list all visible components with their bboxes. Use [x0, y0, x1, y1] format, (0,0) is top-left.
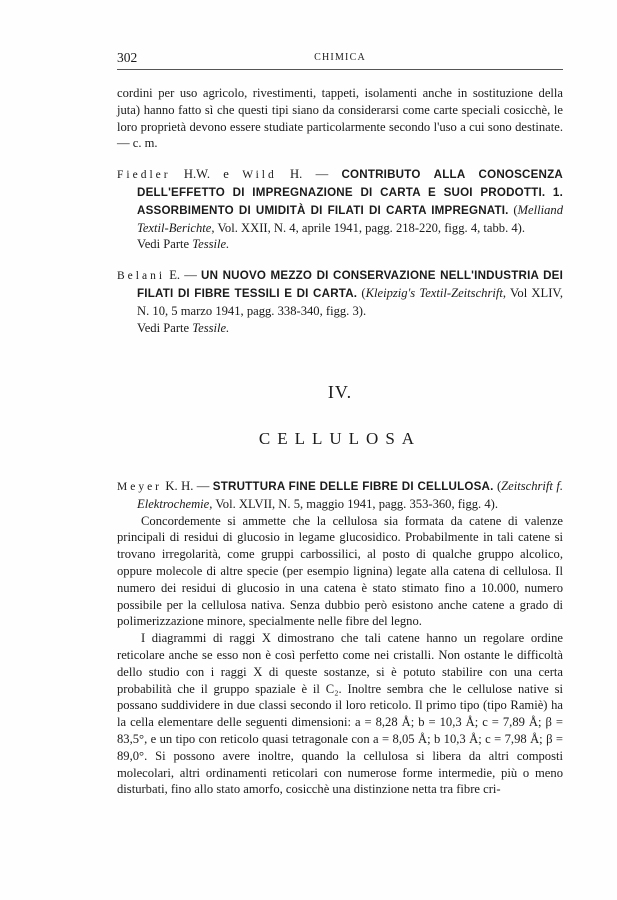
body-paragraph-1: Concordemente si ammette che la cellulosa sia formata da catene di valenze principali di residui di glucosio in legame glucosidico. Probabilmente in tali catene si trovano irregolarità, come gruppi carbossilici, al posto di qualche gruppo alcolico, oppure molecole di altre specie (per esempio lignina) legate alla catena di cellulosa. Il numero dei residui di glucosio in una catena è stato stimato fino a 10.000, numero possibile per la cellulosa nativa. Senza dubbio però esistono anche catene a grado di polimerizzazione minore, specialmente nelle fibre del legno.: [117, 513, 563, 629]
header-rule: [117, 69, 563, 70]
cross-reference: Vedi Parte Tessile.: [137, 320, 230, 335]
entry-title: CONTRIBUTO ALLA CONOSCENZA DELL'EFFETTO DI IMPREGNAZIONE DI CARTA E SUOI PRODOTTI. 1. ASSORBIMENTO DI UMIDITÀ DI FILATI DI CARTA IMPREGNATI.: [137, 168, 563, 217]
page-body: [117, 85, 563, 798]
journal-name: Zeitschrift f. Elektrochemie: [137, 478, 564, 511]
bibliography-entry-2: Belani E. — UN NUOVO MEZZO DI CONSERVAZIONE NELL'INDUSTRIA DEI FILATI DI FIBRE TESSILI E DI CARTA. (Kleipzig's Textil-Zeitschrift, Vol XLIV, N. 10, 5 marzo 1941, pagg. 338-340, figg. 3). Vedi Parte Tessile.: [117, 268, 564, 335]
intro-paragraph: cordini per uso agricolo, rivestimenti, tappeti, isolamenti anche in sostituzione della juta) hanno fatto sì che questi tipi siano da considerarsi come carte speciali cosicchè, le loro proprietà devono essere studiate particolarmente secondo l'uso a cui sono destinate. — c. m.: [117, 86, 563, 151]
author-name: Wild: [242, 169, 277, 182]
page-number: 302: [117, 50, 138, 65]
cross-reference: Vedi Parte Tessile.: [137, 237, 230, 252]
section-number: IV.: [327, 382, 353, 403]
entry-reference: , Vol XLIV, N. 10, 5 marzo 1941, pagg. 338-340, figg. 3).: [137, 285, 564, 318]
running-title: CHIMICA: [314, 52, 366, 63]
entry-title: UN NUOVO MEZZO DI CONSERVAZIONE NELL'INDUSTRIA DEI FILATI DI FIBRE TESSILI E DI CARTA.: [137, 269, 564, 300]
entry-reference: , Vol. XXII, N. 4, aprile 1941, pagg. 218-220, figg. 4, tabb. 4).: [211, 220, 526, 235]
author-name: Fiedler: [117, 169, 171, 182]
journal-name: Kleipzig's Textil-Zeitschrift: [365, 285, 503, 300]
section-title: CELLULOSA: [258, 429, 422, 449]
author-name: Belani: [117, 270, 166, 283]
bibliography-entry-1: Fiedler H.W. e Wild H. — CONTRIBUTO ALLA CONOSCENZA DELL'EFFETTO DI IMPREGNAZIONE DI CARTA E SUOI PRODOTTI. 1. ASSORBIMENTO DI UMIDITÀ DI FILATI DI CARTA IMPREGNATI. (Melliand Textil-Berichte, Vol. XXII, N. 4, aprile 1941, pagg. 218-220, figg. 4, tabb. 4). Vedi Parte Tessile.: [117, 167, 564, 252]
entry-reference: , Vol. XLVII, N. 5, maggio 1941, pagg. 353-360, figg. 4).: [209, 496, 498, 511]
bibliography-entry-3: Meyer K. H. — STRUTTURA FINE DELLE FIBRE DI CELLULOSA. (Zeitschrift f. Elektrochemie, Vol. XLVII, N. 5, maggio 1941, pagg. 353-360, figg. 4).: [117, 478, 564, 511]
entry-title: STRUTTURA FINE DELLE FIBRE DI CELLULOSA.: [212, 479, 494, 493]
journal-name: Melliand Textil-Berichte: [137, 202, 564, 235]
page-header: [117, 50, 563, 68]
author-name: Meyer: [117, 480, 163, 493]
body-paragraph-2: I diagrammi di raggi X dimostrano che tali catene hanno un regolare ordine reticolare anche se esso non è così perfetto come nei cristalli. Non ostante le difficoltà dello studio con i raggi X di queste sostanze, si è potuto stabilire con una certa probabilità che il gruppo spaziale è il C₂. Inoltre sembra che le cellulose native si possano suddividere in due classi secondo il loro reticolo. Il primo tipo (tipo Ramiè) ha la cella elementare delle seguenti dimensioni: a = 8,28 Å; b = 10,3 Å; c = 7,89 Å; β = 83,5°, e un tipo con reticolo quasi tetragonale con a = 8,05 Å; b 10,3 Å; c = 7,98 Å; β = 89,0°. Si possono avere inoltre, quando la cellulosa si libera da altri composti molecolari, altri ordinamenti reticolari con numerose forme intermedie, più o meno disturbati, fino allo stato amorfo, cosicchè una distinzione netta tra fibre cri-: [117, 631, 563, 797]
